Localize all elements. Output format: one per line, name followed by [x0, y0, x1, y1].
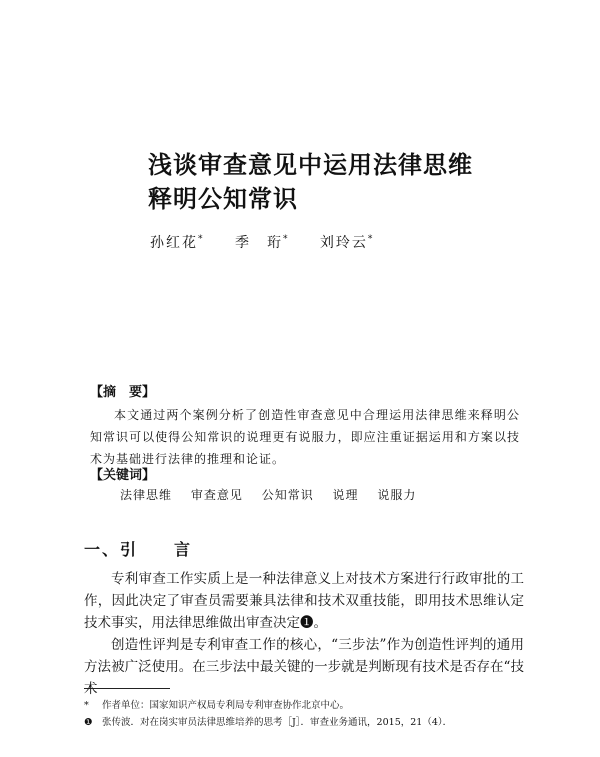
footnote-text: 张传波．对在岗实审员法律思维培养的思考［J］．审查业务通讯，2015，21（4）．	[102, 717, 453, 728]
keyword: 法律思维	[120, 488, 173, 502]
body-paragraph-2: 创造性评判是专利审查工作的核心，“三步法”作为创造性评判的通用方法被广泛使用。在三步法中最关键的一步就是判断现有技术是否存在“技术	[84, 637, 524, 697]
footnote-affiliation	[84, 697, 349, 711]
article-title	[148, 148, 473, 216]
body-paragraph-1: 专利审查工作实质上是一种法律意义上对技术方案进行行政审批的工作，因此决定了审查员需要兼具法律和技术双重技能，即用技术思维认定技术事实，用法律思维做出审查决定❶。	[84, 571, 524, 631]
footnote-marker: ❶	[84, 717, 93, 728]
author-list	[150, 232, 398, 252]
keyword: 公知常识	[261, 488, 314, 502]
keywords-label: 【关键词】	[90, 468, 156, 483]
author: 刘玲云*	[319, 234, 375, 251]
footnote-marker: *	[84, 700, 89, 711]
footnote-text: 作者单位：国家知识产权局专利局专利审查协作北京中心。	[102, 700, 350, 711]
author: 季 珩*	[234, 234, 290, 251]
title-line-2: 释明公知常识	[148, 185, 298, 213]
keyword: 说服力	[377, 488, 417, 502]
footnote-divider	[84, 688, 170, 689]
title-line-1: 浅谈审查意见中运用法律思维	[148, 151, 473, 179]
footnote-reference	[84, 714, 452, 728]
keyword: 审查意见	[190, 488, 243, 502]
keyword: 说理	[332, 488, 359, 502]
keywords-list	[120, 486, 430, 503]
abstract-text: 本文通过两个案例分析了创造性审查意见中合理运用法律思维来释明公知常识可以使得公知常识的说理更有说服力，即应注重证据运用和方案以技术为基础进行法律的推理和论证。	[90, 408, 520, 466]
section-heading: 一、引 言	[84, 540, 193, 559]
author: 孙红花*	[150, 234, 205, 251]
abstract-label: 【摘 要】	[90, 385, 156, 400]
